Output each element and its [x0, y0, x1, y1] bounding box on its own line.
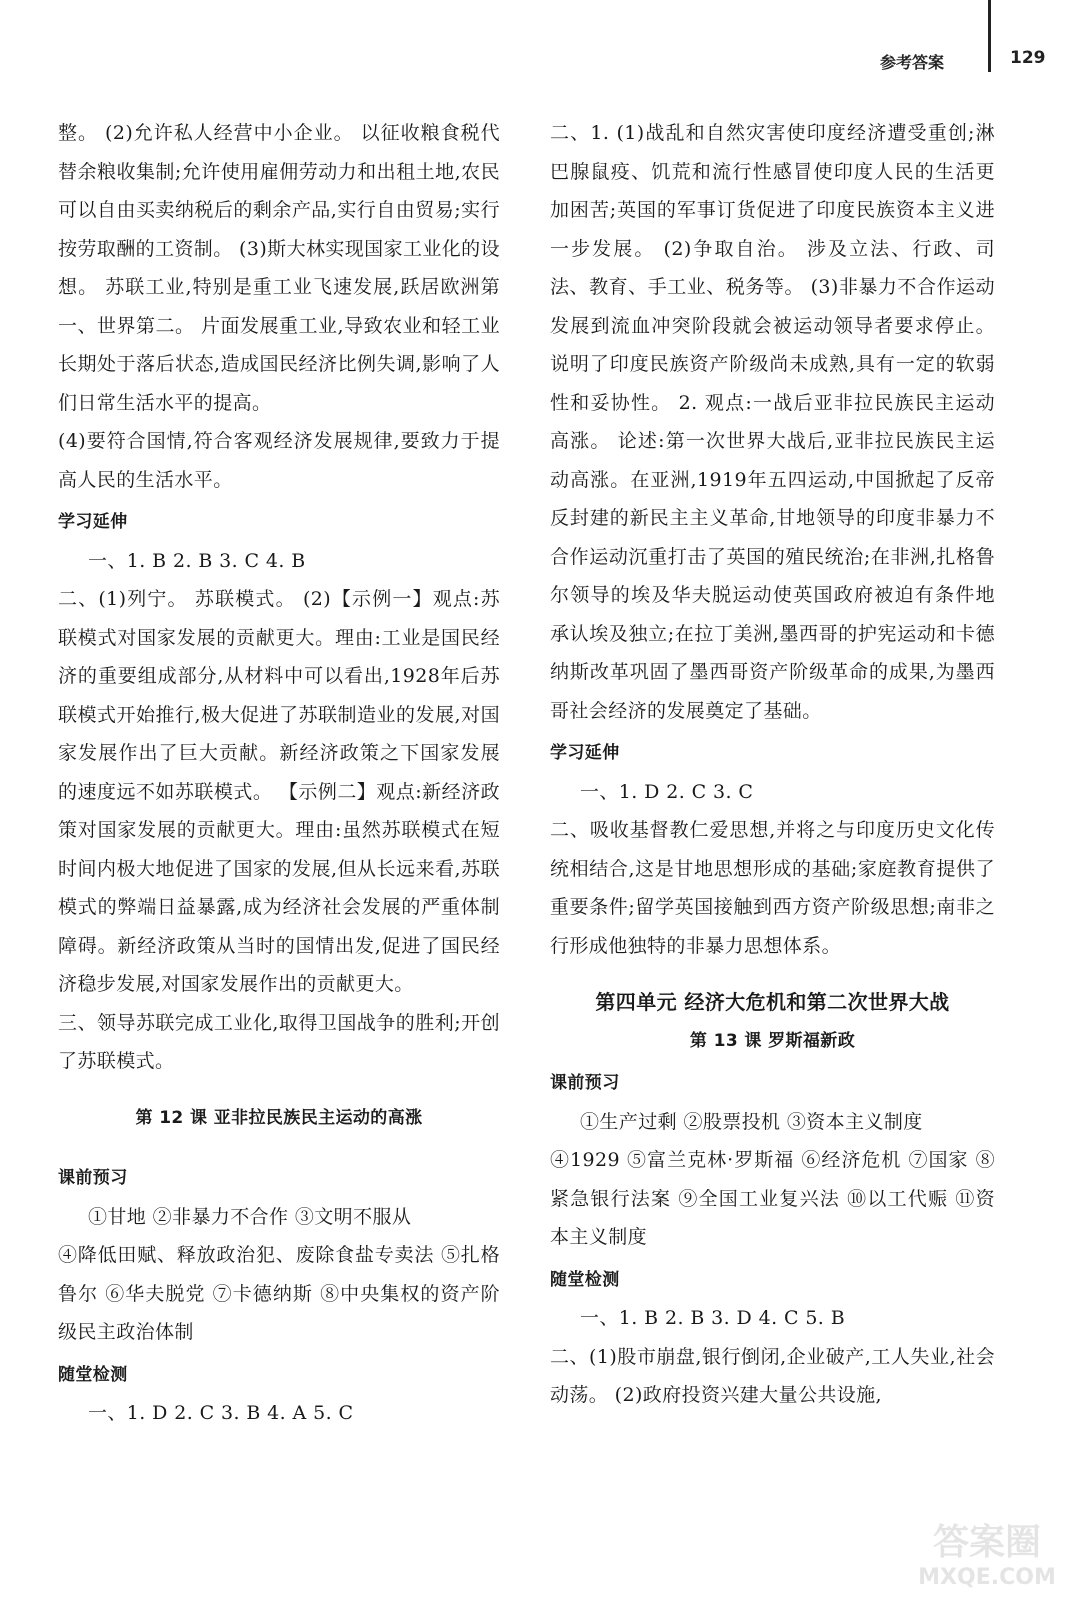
section-heading-preview: 课前预习: [58, 1168, 128, 1188]
right-column: [550, 114, 995, 1415]
left-paragraph-1: 整。 (2)允许私人经营中小企业。 以征收粮食税代替余粮收集制;允许使用雇佣劳动力和出租土地,农民可以自由买卖纳税后的剩余产品,实行自由贸易;实行按劳取酬的工资制。 (3)斯大林实现国家工业化的设想。 苏联工业,特别是重工业飞速发展,跃居欧洲第一、世界第二。 片面发展重工业,导致农业和轻工业长期处于落后状态,造成国民经济比例失调,影响了人们日常生活水平的提高。: [58, 122, 500, 414]
page-number: 129: [1010, 48, 1046, 68]
lesson-13-title: 第 13 课 罗斯福新政: [689, 1030, 856, 1051]
answer-line-choice: 一、1. D 2. C 3. C: [580, 780, 754, 803]
unit-4-title: 第四单元 经济大危机和第二次世界大战: [595, 990, 950, 1014]
watermark-text: 答案圈: [932, 1522, 1042, 1563]
preview-answers-line-1: ①生产过剩 ②股票投机 ③资本主义制度: [580, 1110, 923, 1133]
watermark-domain: MXQE.COM: [918, 1565, 1056, 1590]
section-heading-study-extension: 学习延伸: [58, 512, 128, 532]
left-paragraph-4: 三、领导苏联完成工业化,取得卫国战争的胜利;开创了苏联模式。: [58, 1011, 500, 1072]
preview-answers-line-1: ①甘地 ②非暴力不合作 ③文明不服从: [88, 1205, 412, 1228]
right-paragraph-2: 二、吸收基督教仁爱思想,并将之与印度历史文化传统相结合,这是甘地思想形成的基础;家庭教育提供了重要条件;留学英国接触到西方资产阶级思想;南非之行形成他独特的非暴力思想体系。: [550, 819, 995, 957]
left-column: [58, 114, 500, 1433]
section-heading-study-extension: 学习延伸: [550, 743, 620, 763]
watermark-logo: [897, 1512, 1077, 1592]
right-paragraph-1: 二、1. (1)战乱和自然灾害使印度经济遭受重创;淋巴腺鼠疫、饥荒和流行性感冒使印度人民的生活更加困苦;英国的军事订货促进了印度民族资本主义进一步发展。 (2)争取自治。 涉及立法、行政、司法、教育、手工业、税务等。 (3)非暴力不合作运动发展到流血冲突阶段就会被运动领导者要求停止。 说明了印度民族资产阶级尚未成熟,具有一定的软弱性和妥协性。 2. 观点:一战后亚非拉民族民主运动高涨。 论述:第一次世界大战后,亚非拉民族民主运动高涨。在亚洲,1919年五四运动,中国掀起了反帝反封建的新民主主义革命,甘地领导的印度非暴力不合作运动沉重打击了英国的殖民统治;在非洲,扎格鲁尔领导的埃及华夫脱运动使英国政府被迫有条件地承认埃及独立;在拉丁美洲,墨西哥的护宪运动和卡德纳斯改革巩固了墨西哥资产阶级革命的成果,为墨西哥社会经济的发展奠定了基础。: [550, 122, 995, 722]
header-section-label: 参考答案: [880, 53, 945, 72]
answer-line-choice: 一、1. B 2. B 3. C 4. B: [88, 549, 306, 572]
header-divider: [988, 0, 991, 72]
right-paragraph-3: 二、(1)股市崩盘,银行倒闭,企业破产,工人失业,社会动荡。 (2)政府投资兴建大量公共设施,: [550, 1345, 995, 1406]
lesson-12-title: 第 12 课 亚非拉民族民主运动的高涨: [135, 1107, 423, 1128]
preview-answers-line-2: ④1929 ⑤富兰克林·罗斯福 ⑥经济危机 ⑦国家 ⑧紧急银行法案 ⑨全国工业复兴法 ⑩以工代赈 ⑪资本主义制度: [550, 1149, 995, 1248]
section-heading-class-test: 随堂检测: [58, 1364, 128, 1385]
class-test-answers: 一、1. D 2. C 3. B 4. A 5. C: [88, 1402, 354, 1424]
class-test-answers: 一、1. B 2. B 3. D 4. C 5. B: [580, 1307, 846, 1329]
preview-answers-line-2: ④降低田赋、释放政治犯、废除食盐专卖法 ⑤扎格鲁尔 ⑥华夫脱党 ⑦卡德纳斯 ⑧中央集权的资产阶级民主政治体制: [58, 1244, 500, 1343]
section-heading-class-test: 随堂检测: [550, 1269, 620, 1290]
left-paragraph-3: 二、(1)列宁。 苏联模式。 (2)【示例一】观点:苏联模式对国家发展的贡献更大。理由:工业是国民经济的重要组成部分,从材料中可以看出,1928年后苏联模式开始推行,极大促进了苏联制造业的发展,对国家发展作出了巨大贡献。新经济政策之下国家发展的速度远不如苏联模式。 【示例二】观点:新经济政策对国家发展的贡献更大。理由:虽然苏联模式在短时间内极大地促进了国家的发展,但从长远来看,苏联模式的弊端日益暴露,成为经济社会发展的严重体制障碍。新经济政策从当时的国情出发,促进了国民经济稳步发展,对国家发展作出的贡献更大。: [58, 588, 500, 995]
section-heading-preview: 课前预习: [550, 1073, 620, 1093]
left-paragraph-2: (4)要符合国情,符合客观经济发展规律,要致力于提高人民的生活水平。: [58, 430, 500, 491]
